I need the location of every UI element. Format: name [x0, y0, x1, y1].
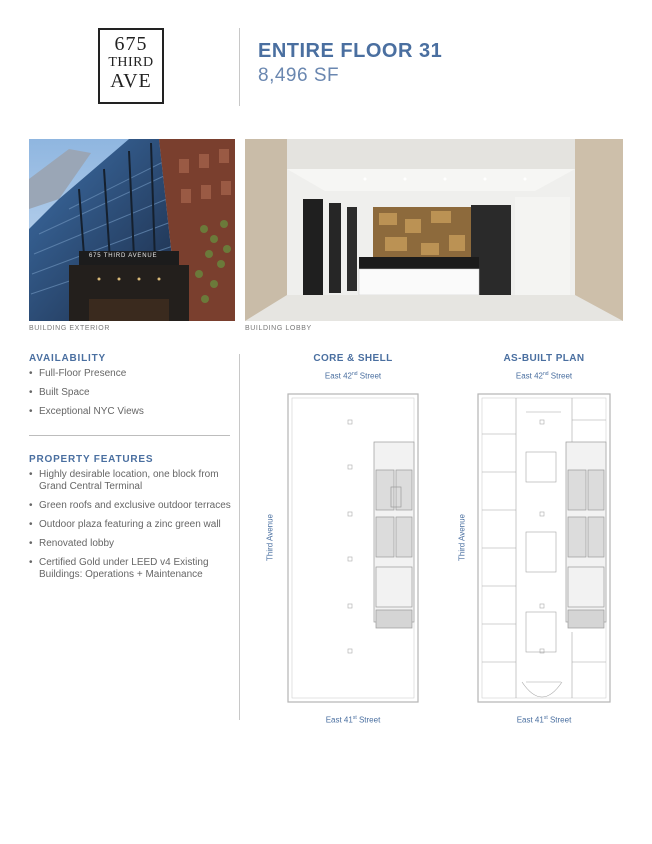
plan-north-street: East 42nd Street: [515, 371, 573, 381]
exterior-sign: 675 THIRD AVENUE: [89, 253, 158, 259]
plan-avenue-label: Third Avenue: [265, 514, 275, 561]
column-divider: [239, 354, 240, 720]
plan-south-street: East 41st Street: [516, 715, 572, 725]
list-item: • Certified Gold under LEED v4 Existing Buildings: Operations + Maintenance: [29, 557, 234, 581]
page-title: ENTIRE FLOOR 31: [258, 40, 443, 62]
list-item: • Exceptional NYC Views: [29, 406, 234, 418]
list-item: • Outdoor plaza featuring a zinc green wall: [29, 519, 234, 531]
list-item: • Green roofs and exclusive outdoor terraces: [29, 500, 234, 512]
plan-avenue-label: Third Avenue: [457, 514, 467, 561]
list-item: • Built Space: [29, 387, 234, 399]
as-built-floor-plan: [476, 392, 612, 704]
logo-line-1: 675: [114, 33, 148, 55]
building-exterior-photo: [29, 139, 235, 321]
list-item: • Renovated lobby: [29, 538, 234, 550]
availability-heading: AVAILABILITY: [29, 353, 107, 364]
availability-list: [29, 368, 234, 425]
exterior-caption: BUILDING EXTERIOR: [29, 325, 110, 332]
logo-line-2: THIRD: [108, 55, 154, 70]
core-shell-floor-plan: [286, 392, 420, 704]
plan-title-core-shell: CORE & SHELL: [313, 353, 393, 364]
header-divider: [239, 28, 240, 106]
building-lobby-photo: [245, 139, 623, 321]
plan-title-as-built: AS-BUILT PLAN: [503, 353, 585, 364]
list-item: • Highly desirable location, one block from Grand Central Terminal: [29, 469, 234, 493]
building-lobby-illustration: [245, 139, 623, 321]
lobby-caption: BUILDING LOBBY: [245, 325, 312, 332]
plan-south-street: East 41st Street: [325, 715, 381, 725]
logo-line-3: AVE: [110, 70, 152, 92]
logo: [98, 28, 164, 104]
page-subtitle: 8,496 SF: [258, 65, 340, 86]
features-list: [29, 469, 234, 588]
plan-north-street: East 42nd Street: [324, 371, 382, 381]
list-item: • Full-Floor Presence: [29, 368, 234, 380]
section-divider: [29, 435, 230, 436]
building-exterior-illustration: [29, 139, 235, 321]
features-heading: PROPERTY FEATURES: [29, 454, 154, 465]
